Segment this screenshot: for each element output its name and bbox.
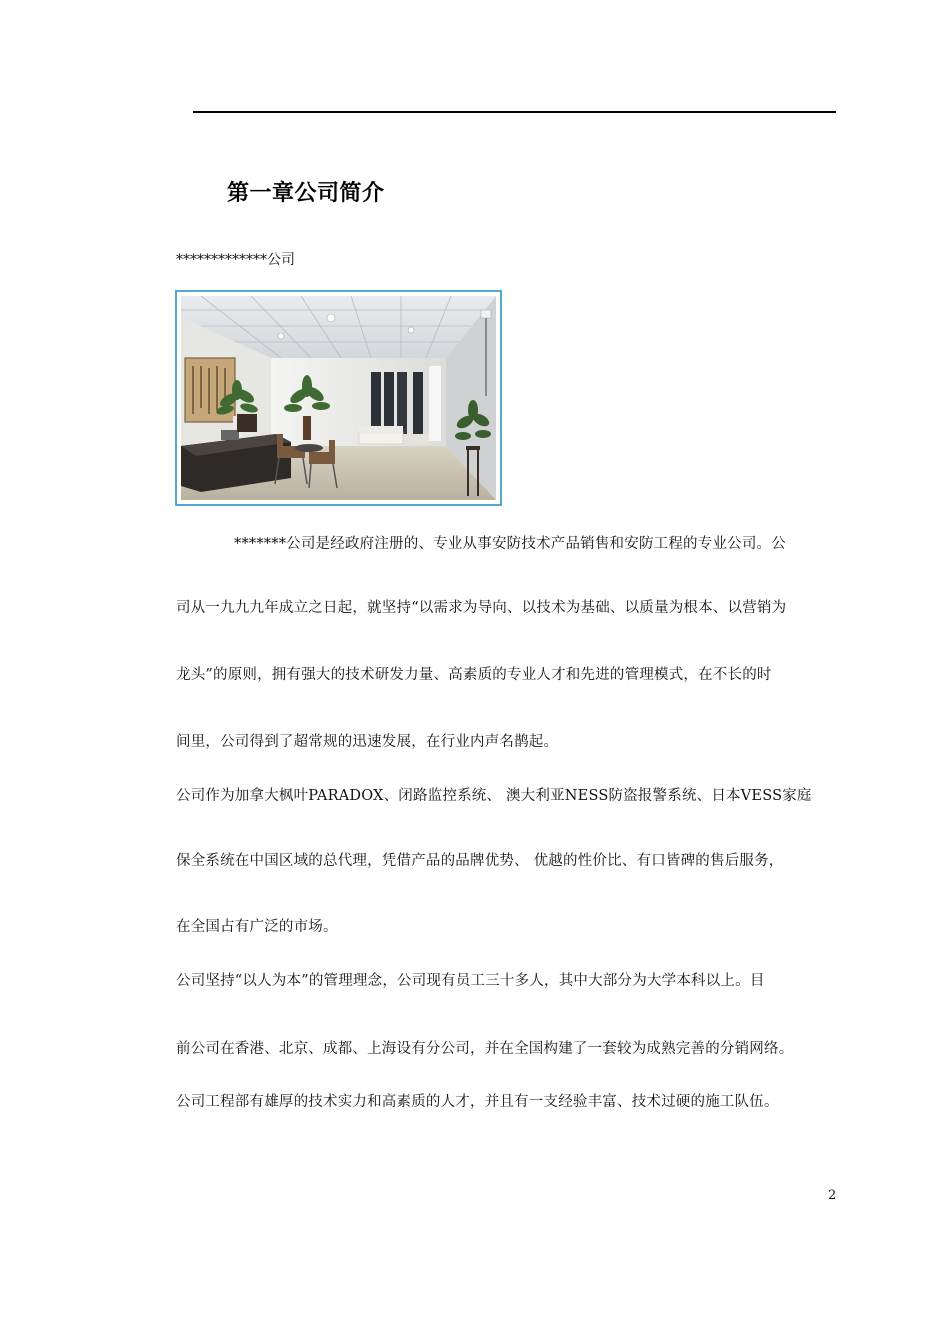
paragraph-1-line-2: 司从一九九九年成立之日起，就坚持“以需求为导向、以技术为基础、以质量为根本、以营销为 — [176, 600, 787, 616]
office-photo-frame — [175, 290, 502, 506]
paragraph-2-line-3: 在全国占有广泛的市场。 — [176, 919, 338, 935]
page-number: 2 — [828, 1188, 837, 1203]
company-name: *************公司 — [176, 252, 295, 268]
paragraph-2-line-2: 保全系统在中国区域的总代理，凭借产品的品牌优势、 优越的性价比、有口皆碑的售后服务， — [176, 853, 784, 869]
paragraph-2-line-1: 公司作为加拿大枫叶PARADOX、闭路监控系统、 澳大利亚NESS防盗报警系统、日本VESS家庭 — [176, 788, 812, 804]
header-rule — [193, 111, 836, 113]
paragraph-3-line-1: 公司坚持“以人为本”的管理理念，公司现有员工三十多人，其中大部分为大学本科以上。目 — [176, 973, 765, 989]
paragraph-3-line-2: 前公司在香港、北京、成都、上海设有分公司，并在全国构建了一套较为成熟完善的分销网络。 — [176, 1041, 794, 1057]
office-interior-photo-icon — [181, 296, 496, 500]
paragraph-1-line-1: *******公司是经政府注册的、专业从事安防技术产品销售和安防工程的专业公司。公 — [234, 536, 786, 552]
paragraph-1-line-3: 龙头”的原则，拥有强大的技术研发力量、高素质的专业人才和先进的管理模式，在不长的时 — [176, 667, 772, 683]
chapter-title: 第一章公司简介 — [227, 181, 385, 206]
paragraph-4-line-1: 公司工程部有雄厚的技术实力和高素质的人才，并且有一支经验丰富、技术过硬的施工队伍。 — [176, 1094, 779, 1110]
paragraph-1-line-4: 间里，公司得到了超常规的迅速发展，在行业内声名鹊起。 — [176, 734, 559, 750]
